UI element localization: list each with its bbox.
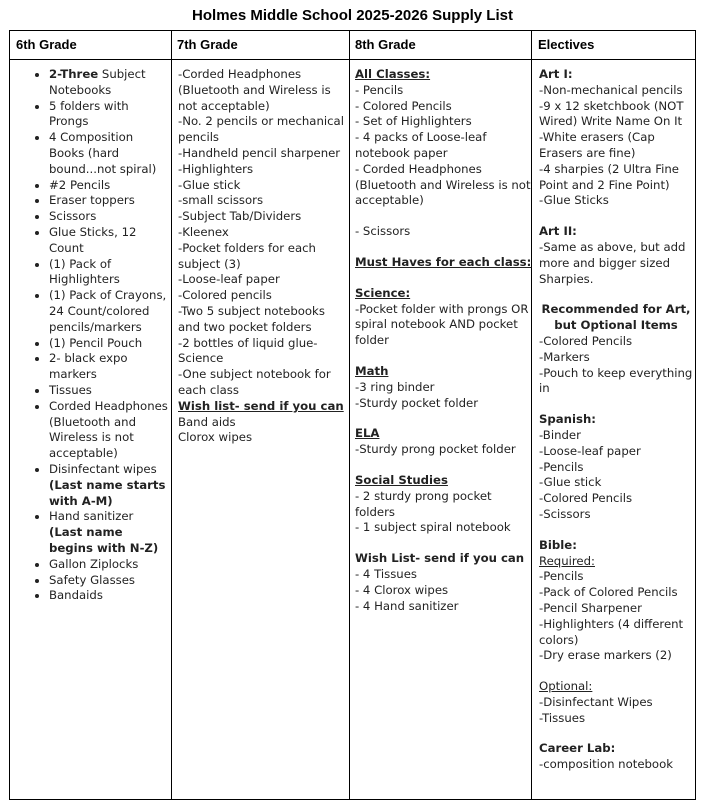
grade7-item: -Loose-leaf paper <box>178 272 280 287</box>
grade7-item: -One subject notebook for each class <box>178 367 331 397</box>
art1-items <box>539 83 693 209</box>
art1-item: -9 x 12 sketchbook (NOT Wired) Write Name On It <box>539 98 684 129</box>
grade8-all-item: - Corded Headphones (Bluetooth and Wireless is not acceptable) <box>355 161 531 208</box>
grade6-item-text: (1) Pack of Highlighters <box>49 256 120 287</box>
bible-optional-label: Optional: <box>539 679 593 694</box>
grade6-item-text: 5 folders with Prongs <box>49 98 129 129</box>
bible-optional-item: -Disinfectant Wipes <box>539 694 653 709</box>
header-7th-grade: 7th Grade <box>177 37 238 52</box>
bible-optional-item: -Tissues <box>539 710 586 725</box>
grade8-all-item: - Pencils <box>355 82 404 97</box>
grade7-item: -Glue stick <box>178 177 241 192</box>
grade8-wish-items <box>355 567 533 614</box>
header-8th-grade: 8th Grade <box>355 37 416 52</box>
grade6-item <box>49 573 169 589</box>
grade6-item-text: Glue Sticks, 12 Count <box>49 224 137 255</box>
grade6-item-text: Disinfectant wipes <box>49 461 157 476</box>
grade8-math-items <box>355 380 533 412</box>
header-6th-grade: 6th Grade <box>16 37 77 52</box>
grade8-science-heading: Science: <box>355 285 411 300</box>
grade8-ela-item: -Sturdy prong pocket folder <box>355 442 516 457</box>
grade8-all-heading: All Classes: <box>355 67 431 81</box>
career-lab-items <box>539 757 693 773</box>
grade6-item <box>49 130 169 177</box>
spanish-item: -Glue stick <box>539 475 602 490</box>
grade6-list <box>19 67 169 604</box>
bible-required-item: -Dry erase markers (2) <box>539 648 672 663</box>
grade6-item <box>49 509 169 556</box>
grade6-item <box>49 399 169 462</box>
page-title: Holmes Middle School 2025-2026 Supply List <box>192 7 513 24</box>
grade7-column <box>178 67 348 446</box>
recommended-item: -Pouch to keep everything in <box>539 365 693 396</box>
grade7-item: -Pocket folders for each subject (3) <box>178 240 316 271</box>
grade8-all-item: - Colored Pencils <box>355 98 452 113</box>
grade8-ela-heading: ELA <box>355 426 380 441</box>
grade8-ss-item: - 2 sturdy prong pocket folders <box>355 488 492 519</box>
grade6-item-text: Corded Headphones (Bluetooth and Wireless is not acceptable) <box>49 398 168 461</box>
grade6-item <box>49 383 169 399</box>
grade6-item <box>49 225 169 257</box>
header-divider <box>10 59 695 60</box>
grade6-item-text: Scissors <box>49 209 97 224</box>
grade6-item-text: (1) Pencil Pouch <box>49 335 143 350</box>
grade6-item-bold: (Last name begins with N-Z) <box>49 525 159 555</box>
grade6-item-text: (1) Pack of Crayons, 24 Count/colored pencils/markers <box>49 288 167 334</box>
grade6-item-text: Bandaids <box>49 588 103 603</box>
grade8-column <box>355 67 533 614</box>
grade6-item-text: #2 Pencils <box>49 177 111 192</box>
art1-item: -4 sharpies (2 Ultra Fine Point and 2 Fine Point) <box>539 161 679 192</box>
grade8-ss-heading: Social Studies <box>355 472 448 487</box>
grade6-item-text: Eraser toppers <box>49 193 135 208</box>
grade8-wish-item: - 4 Clorox wipes <box>355 582 449 597</box>
grade6-item-text: 4 Composition Books (hard bound...not spiral) <box>49 130 157 176</box>
recommended-item: -Colored Pencils <box>539 333 633 348</box>
art2-items <box>539 240 693 287</box>
column-divider <box>349 31 350 799</box>
grade6-item <box>49 178 169 194</box>
grade7-wish-item: Clorox wipes <box>178 430 253 445</box>
grade7-item: -Highlighters <box>178 161 254 176</box>
grade8-math-heading: Math <box>355 363 389 378</box>
header-electives: Electives <box>538 37 595 52</box>
grade6-item <box>49 257 169 289</box>
grade7-item: -Subject Tab/Dividers <box>178 209 302 224</box>
art2-item: -Same as above, but add more and bigger sized Sharpies. <box>539 239 686 286</box>
grade8-all-item: - Set of Highlighters <box>355 114 472 129</box>
grade6-item <box>49 336 169 352</box>
bible-optional-items <box>539 695 693 727</box>
grade6-item-bold: (Last name starts with A-M) <box>49 477 166 508</box>
grade8-ss-item: - 1 subject spiral notebook <box>355 520 511 535</box>
recommended-items <box>539 334 693 397</box>
grade7-item: -No. 2 pencils or mechanical pencils <box>178 114 344 145</box>
recommended-item: -Markers <box>539 349 590 364</box>
spanish-item: -Pencils <box>539 459 584 474</box>
grade6-item <box>49 351 169 383</box>
grade8-ss-items <box>355 489 533 536</box>
grade6-item-text: Gallon Ziplocks <box>49 556 139 571</box>
grade7-wish-items <box>178 415 348 447</box>
grade6-item <box>49 588 169 604</box>
grade6-item <box>49 67 169 99</box>
grade8-math-item: -Sturdy pocket folder <box>355 395 479 410</box>
electives-column <box>539 67 693 773</box>
grade6-item-bold: 2-Three <box>49 67 99 81</box>
art1-item: -Non-mechanical pencils <box>539 82 683 97</box>
grade8-wish-item: - 4 Hand sanitizer <box>355 598 459 613</box>
bible-required-label: Required: <box>539 553 595 568</box>
spanish-item: -Loose-leaf paper <box>539 443 641 458</box>
grade7-items <box>178 67 348 399</box>
grade6-item-text: Subject Notebooks <box>49 67 146 97</box>
grade8-all-items <box>355 83 533 209</box>
spanish-items <box>539 428 693 523</box>
grade6-item <box>49 99 169 131</box>
grade7-item: -Two 5 subject notebooks and two pocket folders <box>178 303 325 334</box>
spanish-item: -Scissors <box>539 506 591 521</box>
grade6-column <box>19 67 169 604</box>
column-divider <box>171 31 172 799</box>
spanish-item: -Colored Pencils <box>539 491 633 506</box>
art1-heading: Art I: <box>539 67 573 81</box>
grade6-item <box>49 557 169 573</box>
supply-table <box>9 30 696 800</box>
grade8-wish-item: - 4 Tissues <box>355 566 417 581</box>
grade6-item <box>49 193 169 209</box>
grade8-ela-items <box>355 442 533 458</box>
bible-heading: Bible: <box>539 537 577 552</box>
grade6-item-text: Safety Glasses <box>49 572 136 587</box>
grade8-must-heading: Must Haves for each class: <box>355 254 532 269</box>
recommended-heading: Recommended for Art, but Optional Items <box>541 302 691 333</box>
bible-required-item: -Pencils <box>539 569 584 584</box>
grade8-science-items <box>355 302 533 349</box>
grade8-wish-heading: Wish List- send if you can <box>355 551 525 566</box>
grade7-wish-item: Band aids <box>178 414 236 429</box>
grade7-item: -Corded Headphones (Bluetooth and Wireless is not acceptable) <box>178 67 331 113</box>
bible-required-items <box>539 569 693 664</box>
grade8-math-item: -3 ring binder <box>355 379 435 394</box>
grade6-item-text: Tissues <box>49 382 92 397</box>
grade7-item: -Colored pencils <box>178 288 272 303</box>
grade6-item <box>49 288 169 335</box>
grade8-science-item: -Pocket folder with prongs OR spiral notebook AND pocket folder <box>355 301 529 348</box>
grade8-scissors: - Scissors <box>355 224 411 239</box>
grade7-item: -Handheld pencil sharpener <box>178 145 341 160</box>
career-lab-item: -composition notebook <box>539 757 674 772</box>
bible-required-item: -Pack of Colored Pencils <box>539 585 678 600</box>
grade8-all-item: - 4 packs of Loose-leaf notebook paper <box>355 130 487 160</box>
art2-heading: Art II: <box>539 224 577 239</box>
bible-required-item: -Pencil Sharpener <box>539 600 642 615</box>
spanish-item: -Binder <box>539 427 581 442</box>
bible-required-item: -Highlighters (4 different colors) <box>539 616 684 647</box>
spanish-heading: Spanish: <box>539 412 596 427</box>
grade6-item-text: Hand sanitizer <box>49 509 134 524</box>
grade7-item: -small scissors <box>178 193 264 208</box>
career-lab-heading: Career Lab: <box>539 741 616 756</box>
art1-item: -White erasers (Cap Erasers are fine) <box>539 130 655 160</box>
grade6-item-text: 2- black expo markers <box>49 351 128 382</box>
grade6-item <box>49 209 169 225</box>
grade7-item: -2 bottles of liquid glue-Science <box>178 335 318 366</box>
grade7-item: -Kleenex <box>178 224 229 239</box>
grade6-item <box>49 462 169 509</box>
art1-item: -Glue Sticks <box>539 193 609 208</box>
grade7-wish-heading: Wish list- send if you can <box>178 398 344 413</box>
